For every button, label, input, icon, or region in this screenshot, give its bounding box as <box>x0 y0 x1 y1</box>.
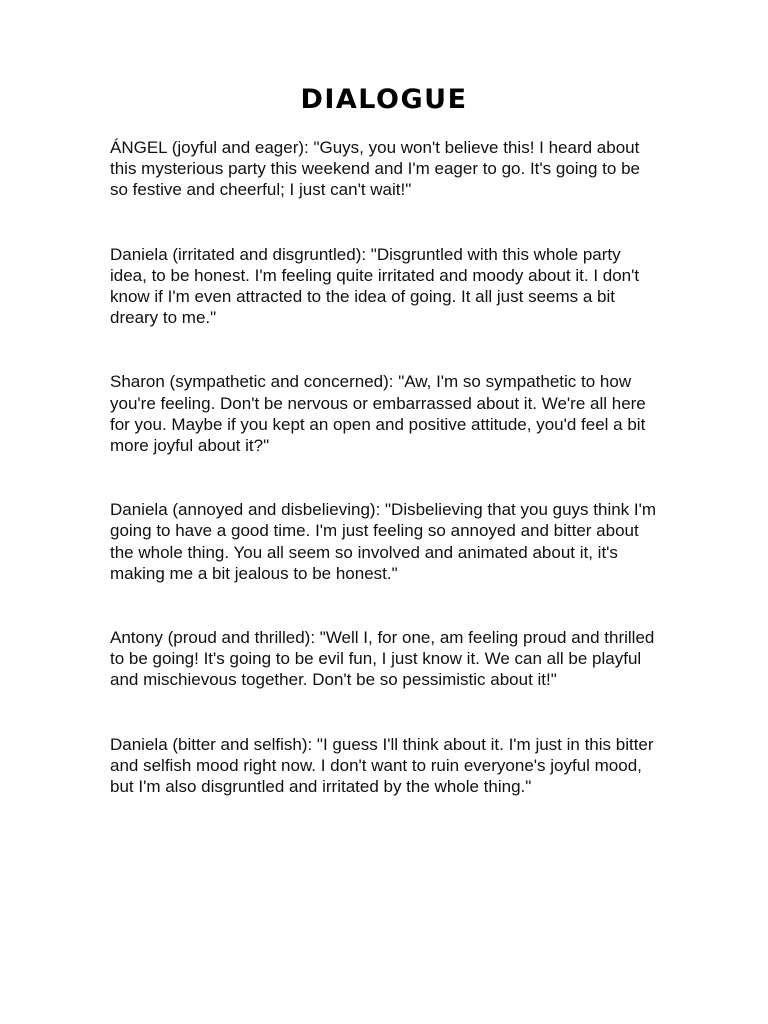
dialogue-paragraph-angel: ÁNGEL (joyful and eager): "Guys, you won't believe this! I heard about this mysterious party this weekend and I'm eager to go. It's going to be so festive and cheerful; I just can't wait!" <box>110 138 640 200</box>
document-title: DIALOGUE <box>300 84 468 115</box>
dialogue-paragraph-daniela-1: Daniela (irritated and disgruntled): "Disgruntled with this whole party idea, to be honest. I'm feeling quite irritated and moody about it. I don't know if I'm even attracted to the idea of going. It all just seems a bit dreary to me." <box>110 244 640 328</box>
dialogue-paragraph-daniela-2: Daniela (annoyed and disbelieving): "Disbelieving that you guys think I'm going to have a good time. I'm just feeling so annoyed and bitter about the whole thing. You all seem so involved and animated about it, it's making me a bit jealous to be honest." <box>110 500 657 583</box>
dialogue-body <box>110 137 658 840</box>
dialogue-paragraph-antony: Antony (proud and thrilled): "Well I, for one, am feeling proud and thrilled to be going! It's going to be evil fun, I just know it. We can all be playful and mischievous together. Don't be so pessimistic about it!" <box>110 628 655 690</box>
dialogue-paragraph-daniela-3: Daniela (bitter and selfish): "I guess I'll think about it. I'm just in this bitter and selfish mood right now. I don't want to ruin everyone's joyful mood, but I'm also disgruntled and irritated by the whole thing." <box>110 734 654 797</box>
dialogue-paragraph-sharon: Sharon (sympathetic and concerned): "Aw, I'm so sympathetic to how you're feeling. Don't be nervous or embarrassed about it. We're all here for you. Maybe if you kept an open and positive attitude, you'd feel a bit more joyful about it?" <box>110 372 646 456</box>
